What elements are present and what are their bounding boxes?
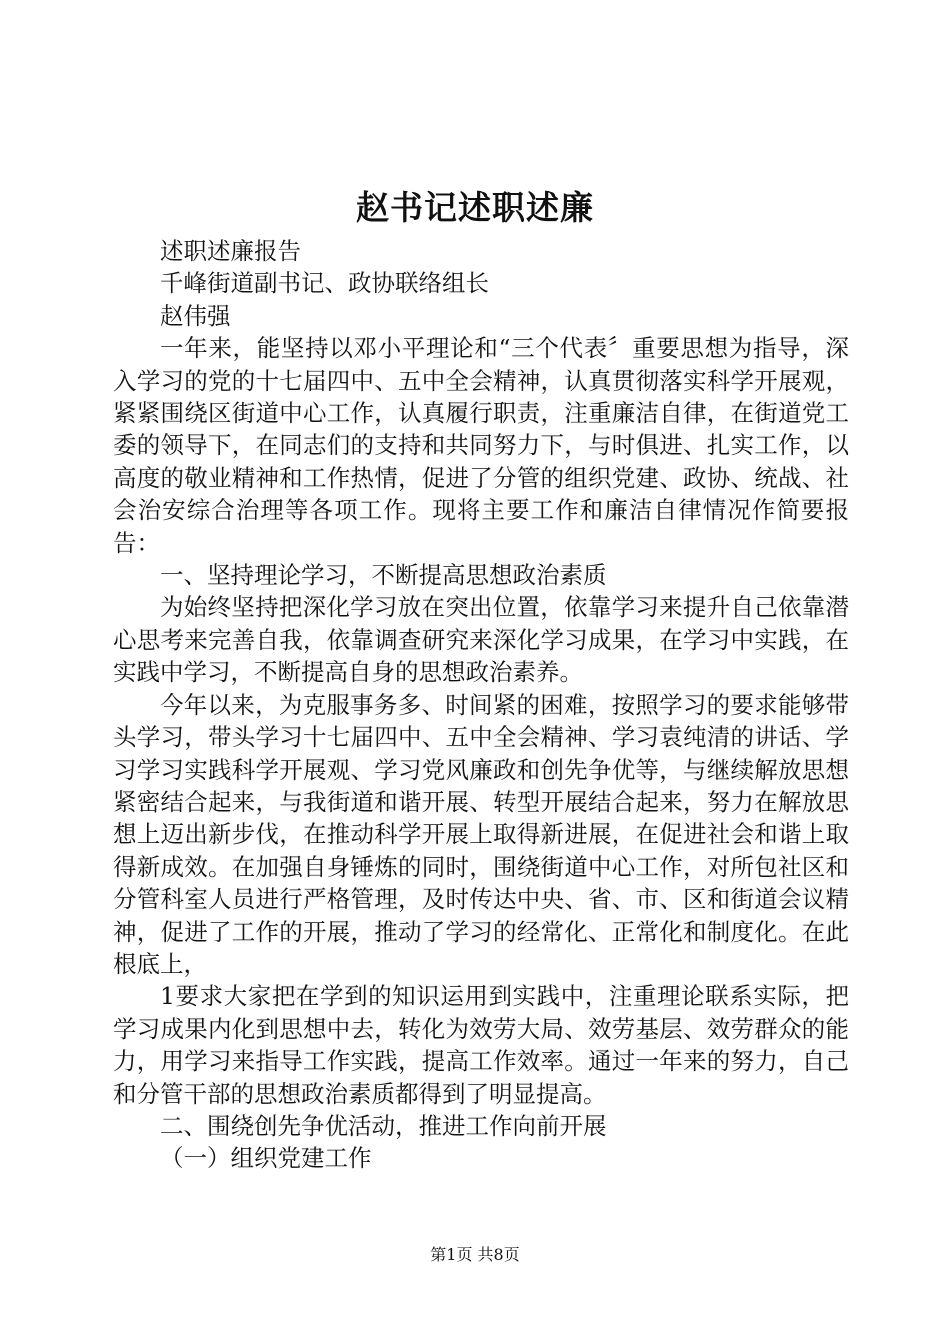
paragraph-author-name: 赵伟强 [160, 301, 231, 330]
paragraph-report-heading: 述职述廉报告 [160, 237, 301, 265]
paragraph-study-details: 今年以来，为克服事务多、时间紧的困难，按照学习的要求能够带头学习，带头学习十七届四中、五中全会精神、学习袁纯清的讲话、学习学习实践科学开展观、学习党风廉政和创先争优等，与继续解放思想紧密结合起来，与我街道和谐开展、转型开展结合起来，努力在解放思想上迈出新步伐，在推动科学开展上取得新进展，在促进社会和谐上取得新成效。在加强自身锤炼的同时，围绕街道中心工作，对所包社区和分管科室人员进行严格管理，及时传达中央、省、市、区和街道会议精神，促进了工作的开展，推动了学习的经常化、正常化和制度化。在此根底上， [113, 690, 849, 978]
paragraph-author-position: 千峰街道副书记、政协联络组长 [160, 269, 489, 298]
paragraph-intro: 一年来，能坚持以邓小平理论和“三个代表〞重要思想为指导，深入学习的党的十七届四中、五中全会精神，认真贯彻落实科学开展观，紧紧围绕区街道中心工作，认真履行职责，注重廉洁自律，在街道党工委的领导下，在同志们的支持和共同努力下，与时俱进、扎实工作，以高度的敬业精神和工作热情，促进了分管的组织党建、政协、统战、社会治安综合治理等各项工作。现将主要工作和廉洁自律情况作简要报告： [113, 334, 849, 557]
paragraph-study-results: 1要求大家把在学到的知识运用到实践中，注重理论联系实际，把学习成果内化到思想中去，转化为效劳大局、效劳基层、效劳群众的能力，用学习来指导工作实践，提高工作效率。通过一年来的努力，自己和分管干部的思想政治素质都得到了明显提高。 [113, 982, 849, 1108]
page-number-footer: 第1页 共8页 [430, 1245, 520, 1264]
subsection-heading-1: （一）组织党建工作 [160, 1144, 372, 1173]
section-heading-1: 一、坚持理论学习，不断提高思想政治素质 [160, 561, 607, 590]
document-title: 赵书记述职述廉 [356, 188, 594, 227]
paragraph-study-focus: 为始终坚持把深化学习放在突出位置，依靠学习来提升自己依靠潜心思考来完善自我，依靠调查研究来深化学习成果，在学习中实践，在实践中学习，不断提高自身的思想政治素养。 [113, 593, 849, 687]
section-heading-2: 二、围绕创先争优活动，推进工作向前开展 [160, 1111, 607, 1140]
document-body [113, 235, 849, 1175]
